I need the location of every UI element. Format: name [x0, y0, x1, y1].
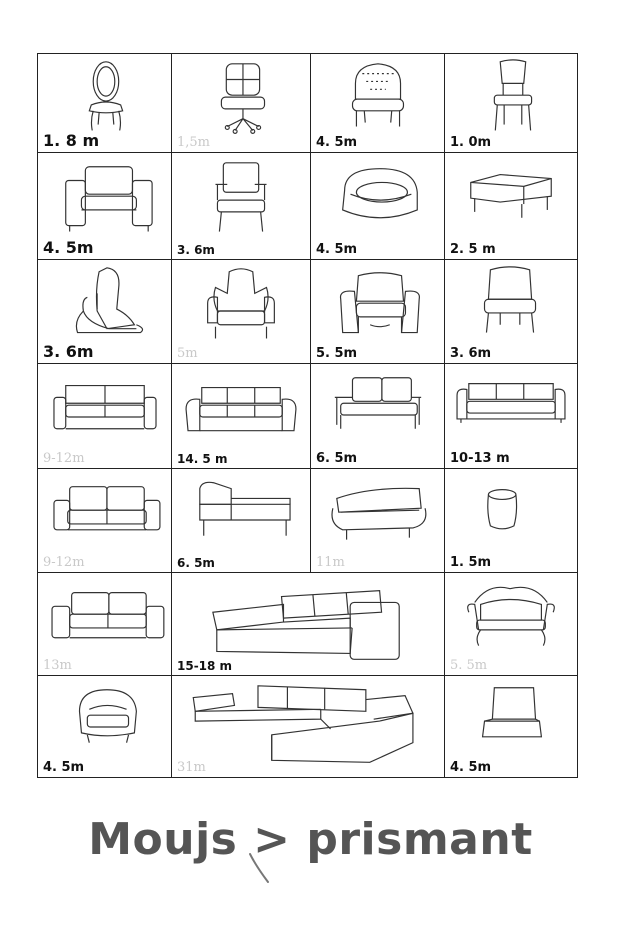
- length-label: 11m: [316, 555, 345, 570]
- grid-cell: [37, 468, 172, 573]
- length-label: 1. 8 m: [43, 131, 100, 150]
- grid-cell: [444, 468, 578, 573]
- length-label: 1. 5m: [450, 555, 492, 570]
- length-label: 4. 5m: [43, 238, 94, 257]
- grid-cell: [171, 152, 311, 260]
- grid-cell: [171, 259, 311, 364]
- grid-cell: [444, 259, 578, 364]
- grid-cell: [444, 572, 578, 676]
- grid-cell: [37, 152, 172, 260]
- grid-cell: [444, 152, 578, 260]
- grid-cell: [171, 675, 445, 778]
- grid-cell: [37, 363, 172, 469]
- grid-cell: [310, 259, 445, 364]
- length-label: 6. 5m: [177, 556, 215, 570]
- grid-cell: [37, 53, 172, 153]
- length-label: 1. 0m: [450, 135, 492, 150]
- grid-cell: [444, 363, 578, 469]
- length-label: 9-12m: [43, 451, 85, 466]
- grid-cell: [310, 152, 445, 260]
- grid-cell: [171, 572, 445, 676]
- grid-cell: [310, 468, 445, 573]
- length-label: 5m: [177, 346, 198, 361]
- length-label: 15-18 m: [177, 659, 233, 673]
- length-label: 4. 5m: [43, 760, 85, 775]
- length-label: 4. 5m: [450, 760, 492, 775]
- length-label: 9-12m: [43, 555, 85, 570]
- length-label: 3. 6m: [177, 243, 215, 257]
- length-label: 1,5m: [177, 135, 211, 150]
- length-label: 14. 5 m: [177, 452, 228, 466]
- grid-cell: [171, 363, 311, 469]
- length-label: 13m: [43, 658, 72, 673]
- grid-cell: [310, 363, 445, 469]
- length-label: 10-13 m: [450, 451, 510, 466]
- length-label: 3. 6m: [450, 346, 492, 361]
- u-sectional-icon: [172, 676, 444, 777]
- length-label: 5. 5m: [450, 658, 488, 673]
- grid-cell: [310, 53, 445, 153]
- footer-watermark-text: Moujs > prismant: [88, 814, 533, 865]
- pen-stroke-icon: [248, 852, 272, 886]
- grid-cell: [171, 468, 311, 573]
- length-label: 6. 5m: [316, 451, 358, 466]
- grid-cell: [37, 572, 172, 676]
- length-label: 3. 6m: [43, 342, 94, 361]
- grid-cell: [171, 53, 311, 153]
- grid-cell: [37, 675, 172, 778]
- length-label: 31m: [177, 760, 206, 775]
- grid-cell: [444, 675, 578, 778]
- length-label: 5. 5m: [316, 346, 358, 361]
- footer: [0, 800, 621, 931]
- grid-cell: [37, 259, 172, 364]
- grid-cell: [444, 53, 578, 153]
- length-label: 2. 5 m: [450, 242, 496, 257]
- length-label: 4. 5m: [316, 242, 358, 257]
- length-label: 4. 5m: [316, 135, 358, 150]
